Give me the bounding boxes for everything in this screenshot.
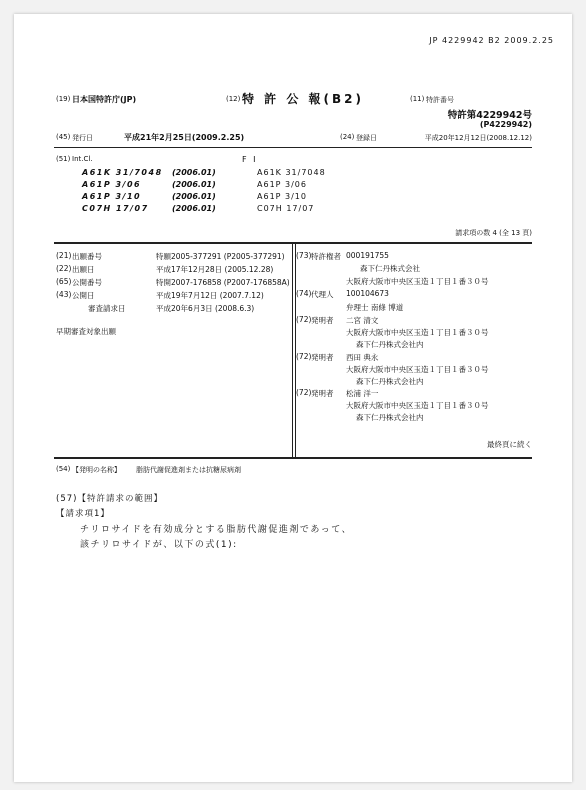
cls-version: (2006.01) — [172, 168, 216, 177]
bib-line: 西田 典永 — [346, 353, 379, 362]
bib-label: 出願日 — [72, 265, 95, 274]
bib-line: 森下仁丹株式会社内 — [356, 377, 424, 386]
bib-line: 二宮 清文 — [346, 316, 379, 325]
cls-code: C07H 17/07 — [82, 204, 149, 213]
patent-number-alt: (P4229942) — [479, 120, 532, 129]
bib-value: 平成17年12月28日 (2005.12.28) — [156, 265, 274, 274]
bib-code: (72) — [296, 352, 312, 361]
continued-note: 最終頁に続く — [487, 440, 532, 449]
claim-1-line-1: チリロサイドを有効成分とする脂肪代謝促進剤であって、 — [80, 525, 353, 535]
bib-label: 発明者 — [311, 316, 334, 325]
bib-line: 弁理士 南條 博道 — [346, 303, 404, 312]
invention-title: 脂肪代謝促進剤または抗糖尿病剤 — [136, 466, 241, 474]
registration-label: 登録日 — [356, 134, 377, 142]
invention-code: (54) — [56, 465, 71, 473]
bib-code: (73) — [296, 251, 312, 260]
issue-label: 発行日 — [72, 134, 93, 142]
cls-version: (2006.01) — [172, 180, 216, 189]
fi-code: A61K 31/7048 — [257, 168, 326, 177]
patent-number-label: 特許番号 — [426, 96, 454, 104]
bib-label: 審査請求日 — [88, 304, 126, 313]
early-exam-note: 早期審査対象出願 — [56, 327, 116, 336]
bib-label: 公開日 — [72, 291, 95, 300]
country-code: (19) — [56, 95, 71, 103]
cls-version: (2006.01) — [172, 204, 216, 213]
country-office: 日本国特許庁(JP) — [72, 95, 137, 104]
bib-line: 100104673 — [346, 289, 389, 298]
cls-code: A61P 3/10 — [82, 192, 142, 201]
bib-line: 大阪府大阪市中央区玉造１丁目１番３０号 — [346, 277, 489, 286]
cls-version: (2006.01) — [172, 192, 216, 201]
patent-number: 特許第4229942号 — [447, 110, 532, 121]
bib-line: 大阪府大阪市中央区玉造１丁目１番３０号 — [346, 401, 489, 410]
divider-bib-top — [54, 242, 532, 244]
header-reference: JP 4229942 B2 2009.2.25 — [429, 36, 554, 45]
bib-code: (72) — [296, 388, 312, 397]
bib-code: (43) — [56, 290, 72, 299]
fi-code: A61P 3/06 — [257, 180, 307, 189]
doc-code: (12) — [226, 95, 241, 103]
registration-code: (24) — [340, 133, 355, 141]
issue-date: 平成21年2月25日(2009.2.25) — [124, 133, 245, 142]
bib-label: 代理人 — [311, 290, 334, 299]
bib-label: 発明者 — [311, 389, 334, 398]
claims-count: 請求項の数 4 (全 13 頁) — [455, 229, 532, 237]
cls-code: A61P 3/06 — [82, 180, 142, 189]
bib-label: 特許権者 — [311, 252, 341, 261]
fi-label: F I — [242, 155, 258, 164]
bib-value: 特願2005-377291 (P2005-377291) — [156, 252, 285, 261]
cls-code: A61K 31/7048 — [82, 168, 163, 177]
bib-label: 公開番号 — [72, 278, 102, 287]
bib-value: 特開2007-176858 (P2007-176858A) — [156, 278, 290, 287]
patent-number-code: (11) — [410, 95, 425, 103]
bib-line: 000191755 — [346, 251, 389, 260]
bib-code: (22) — [56, 264, 72, 273]
bib-line: 森下仁丹株式会社内 — [356, 413, 424, 422]
bib-label: 発明者 — [311, 353, 334, 362]
document-type: 特 許 公 報(B2) — [242, 92, 364, 106]
patent-page — [14, 14, 572, 782]
divider-bib-bottom — [54, 457, 532, 459]
bib-line: 大阪府大阪市中央区玉造１丁目１番３０号 — [346, 365, 489, 374]
registration-date: 平成20年12月12日(2008.12.12) — [424, 134, 532, 142]
claims-heading: (57)【特許請求の範囲】 — [56, 494, 163, 504]
bib-line: 大阪府大阪市中央区玉造１丁目１番３０号 — [346, 328, 489, 337]
invention-label: 【発明の名称】 — [72, 466, 121, 474]
int-cl-code: (51) — [56, 155, 71, 163]
divider-vertical-a — [292, 244, 293, 458]
divider-vertical-b — [295, 244, 296, 458]
bib-code: (21) — [56, 251, 72, 260]
fi-code: C07H 17/07 — [257, 204, 315, 213]
bib-line: 森下仁丹株式会社 — [360, 264, 420, 273]
claim-1-heading: 【請求項1】 — [56, 509, 110, 519]
bib-label: 出願番号 — [72, 252, 102, 261]
divider-top — [54, 147, 532, 148]
claim-1-line-2: 該チリロサイドが、以下の式(1): — [80, 540, 238, 550]
bib-code: (65) — [56, 277, 72, 286]
int-cl-label: Int.Cl. — [72, 155, 93, 163]
fi-code: A61P 3/10 — [257, 192, 307, 201]
bib-line: 森下仁丹株式会社内 — [356, 340, 424, 349]
bib-value: 平成20年6月3日 (2008.6.3) — [156, 304, 255, 313]
issue-code: (45) — [56, 133, 71, 141]
bib-code: (74) — [296, 289, 312, 298]
bib-value: 平成19年7月12日 (2007.7.12) — [156, 291, 264, 300]
bib-code: (72) — [296, 315, 312, 324]
bib-line: 松浦 洋一 — [346, 389, 379, 398]
